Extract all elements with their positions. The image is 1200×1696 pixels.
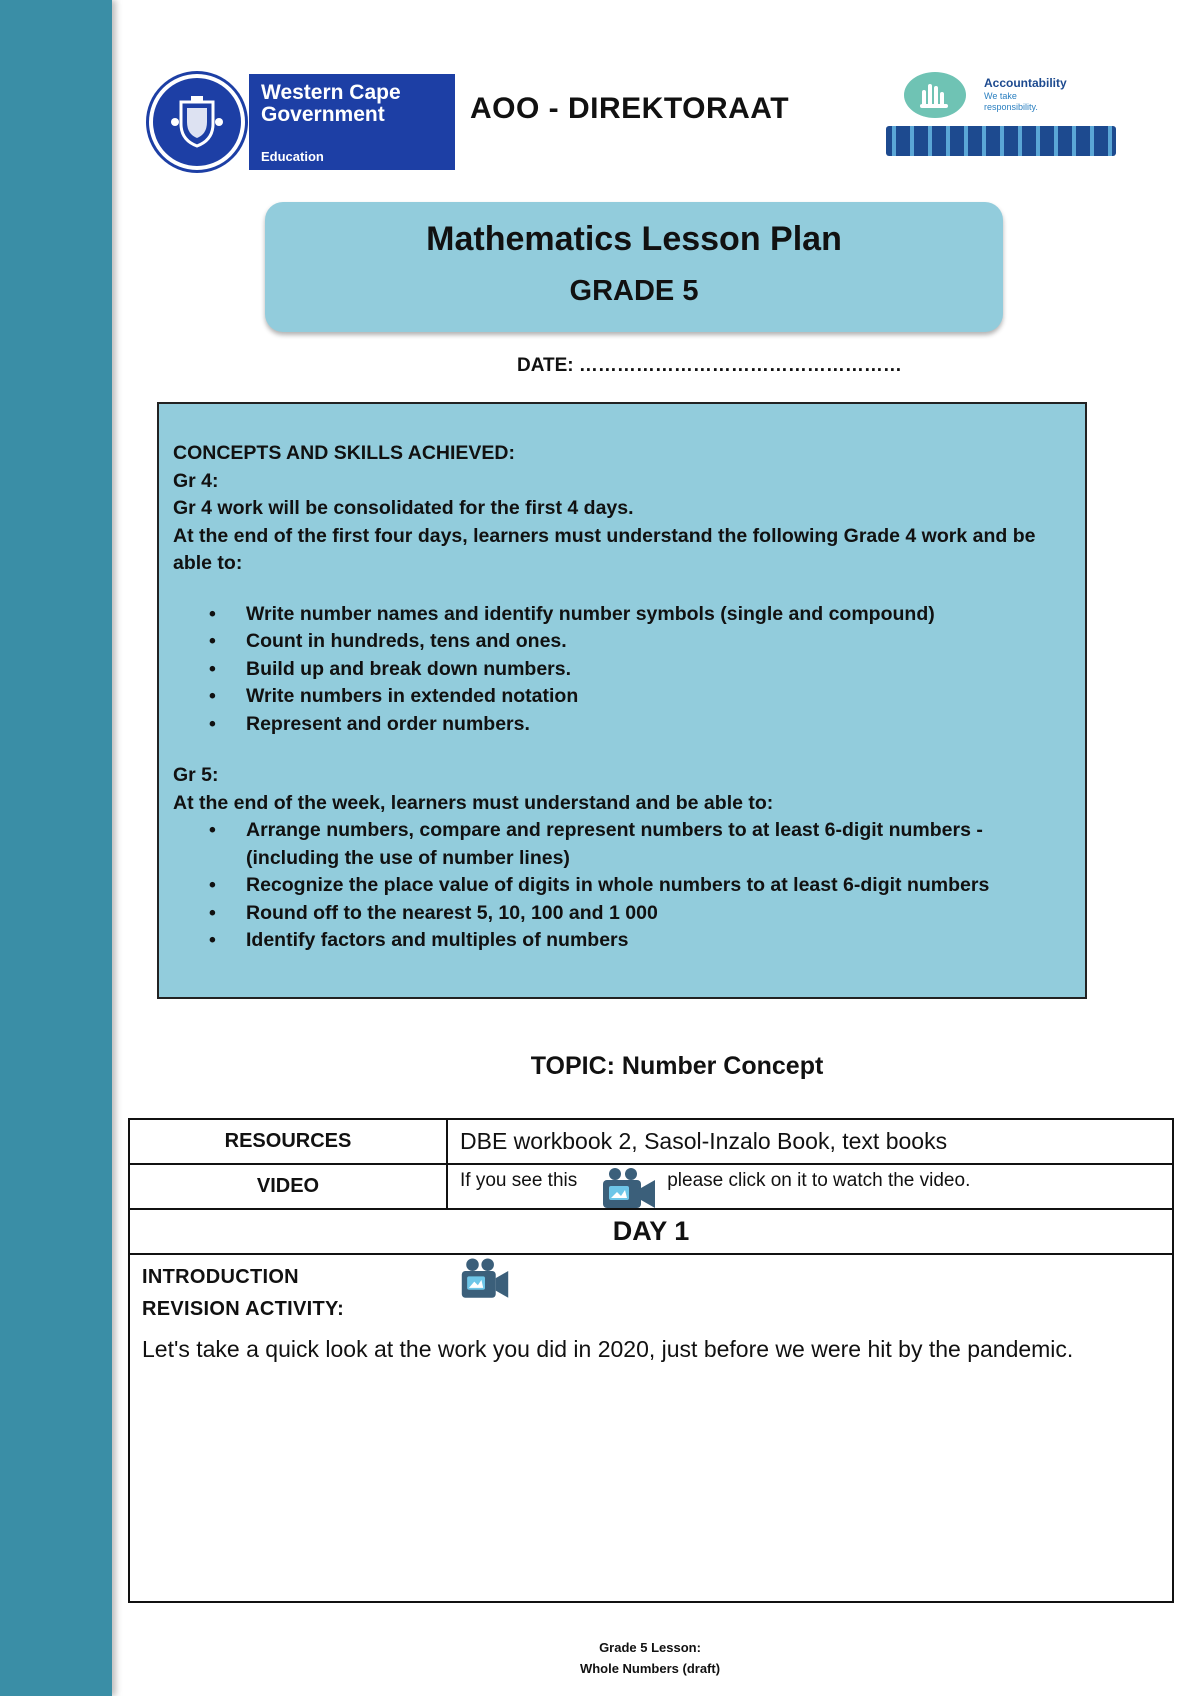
video-instruction: If you see this please click on it to watch the video.	[460, 1165, 1172, 1208]
accountability-hand-icon	[904, 72, 966, 118]
gr5-list	[173, 817, 1071, 955]
video-camera-icon[interactable]	[601, 1168, 657, 1210]
accountability-logo	[886, 70, 1116, 158]
list-item: • Build up and break down numbers.	[173, 656, 1071, 684]
government-crest-icon	[149, 74, 245, 170]
video-camera-icon[interactable]	[460, 1258, 510, 1300]
accountability-strip	[886, 126, 1116, 156]
lesson-text: Let's take a quick look at the work you did in 2020, just before we were hit by the pandemic.	[142, 1336, 1074, 1362]
directorate-title: AOO - DIREKTORAAT	[470, 92, 790, 125]
list-item: • Arrange numbers, compare and represent numbers to at least 6-digit numbers - (including the use of number lines)	[173, 817, 1071, 872]
grade-title: GRADE 5	[569, 275, 699, 307]
gr4-line-2: At the end of the first four days, learners must understand the following Grade 4 work and be able to:	[173, 524, 1036, 574]
resources-label: RESOURCES	[130, 1120, 448, 1163]
list-item: • Round off to the nearest 5, 10, 100 and 1 000	[173, 900, 1071, 928]
list-item: • Write number names and identify number symbols (single and compound)	[173, 601, 1071, 629]
video-label: VIDEO	[130, 1165, 448, 1208]
gr4-list	[173, 601, 1071, 739]
concepts-box	[157, 402, 1087, 999]
revision-activity-label: REVISION ACTIVITY:	[142, 1298, 345, 1320]
government-name-line2: Government	[261, 103, 385, 126]
gr4-line-1: Gr 4 work will be consolidated for the first 4 days.	[173, 497, 634, 519]
government-name-line1: Western Cape	[261, 81, 401, 104]
western-cape-government-logo	[145, 74, 455, 170]
day-title: DAY 1	[612, 1216, 690, 1246]
footer-line-1: Grade 5 Lesson:	[599, 1640, 701, 1655]
accountability-subtitle: We take responsibility.	[984, 91, 1038, 112]
lesson-table	[128, 1118, 1174, 1603]
gr5-line-1: At the end of the week, learners must understand and be able to:	[173, 791, 774, 814]
table-row-day	[130, 1210, 1172, 1255]
list-item: • Count in hundreds, tens and ones.	[173, 628, 1071, 656]
gr5-label: Gr 5:	[173, 764, 219, 786]
page-footer	[0, 1637, 1200, 1679]
gr4-label: Gr 4:	[173, 469, 219, 492]
day-body	[142, 1261, 1160, 1366]
topic-heading: TOPIC: Number Concept	[530, 1052, 824, 1080]
lesson-title: Mathematics Lesson Plan	[426, 220, 842, 258]
lesson-title-box	[265, 202, 1003, 332]
list-item: • Represent and order numbers.	[173, 711, 1071, 739]
department-name: Education	[261, 149, 324, 164]
date-field: DATE: ……………………………………………	[517, 355, 902, 376]
table-row-resources	[130, 1120, 1172, 1165]
side-bar	[0, 0, 112, 1696]
accountability-title: Accountability	[984, 76, 1067, 90]
footer-line-2: Whole Numbers (draft)	[579, 1661, 721, 1676]
list-item: • Recognize the place value of digits in whole numbers to at least 6-digit numbers	[173, 872, 1071, 900]
resources-value: DBE workbook 2, Sasol-Inzalo Book, text books	[460, 1128, 948, 1154]
table-row-video	[130, 1165, 1172, 1210]
introduction-label: INTRODUCTION	[142, 1266, 299, 1288]
list-item: • Write numbers in extended notation	[173, 683, 1071, 711]
concepts-heading: CONCEPTS AND SKILLS ACHIEVED:	[173, 442, 515, 464]
list-item: • Identify factors and multiples of numbers	[173, 927, 1071, 955]
